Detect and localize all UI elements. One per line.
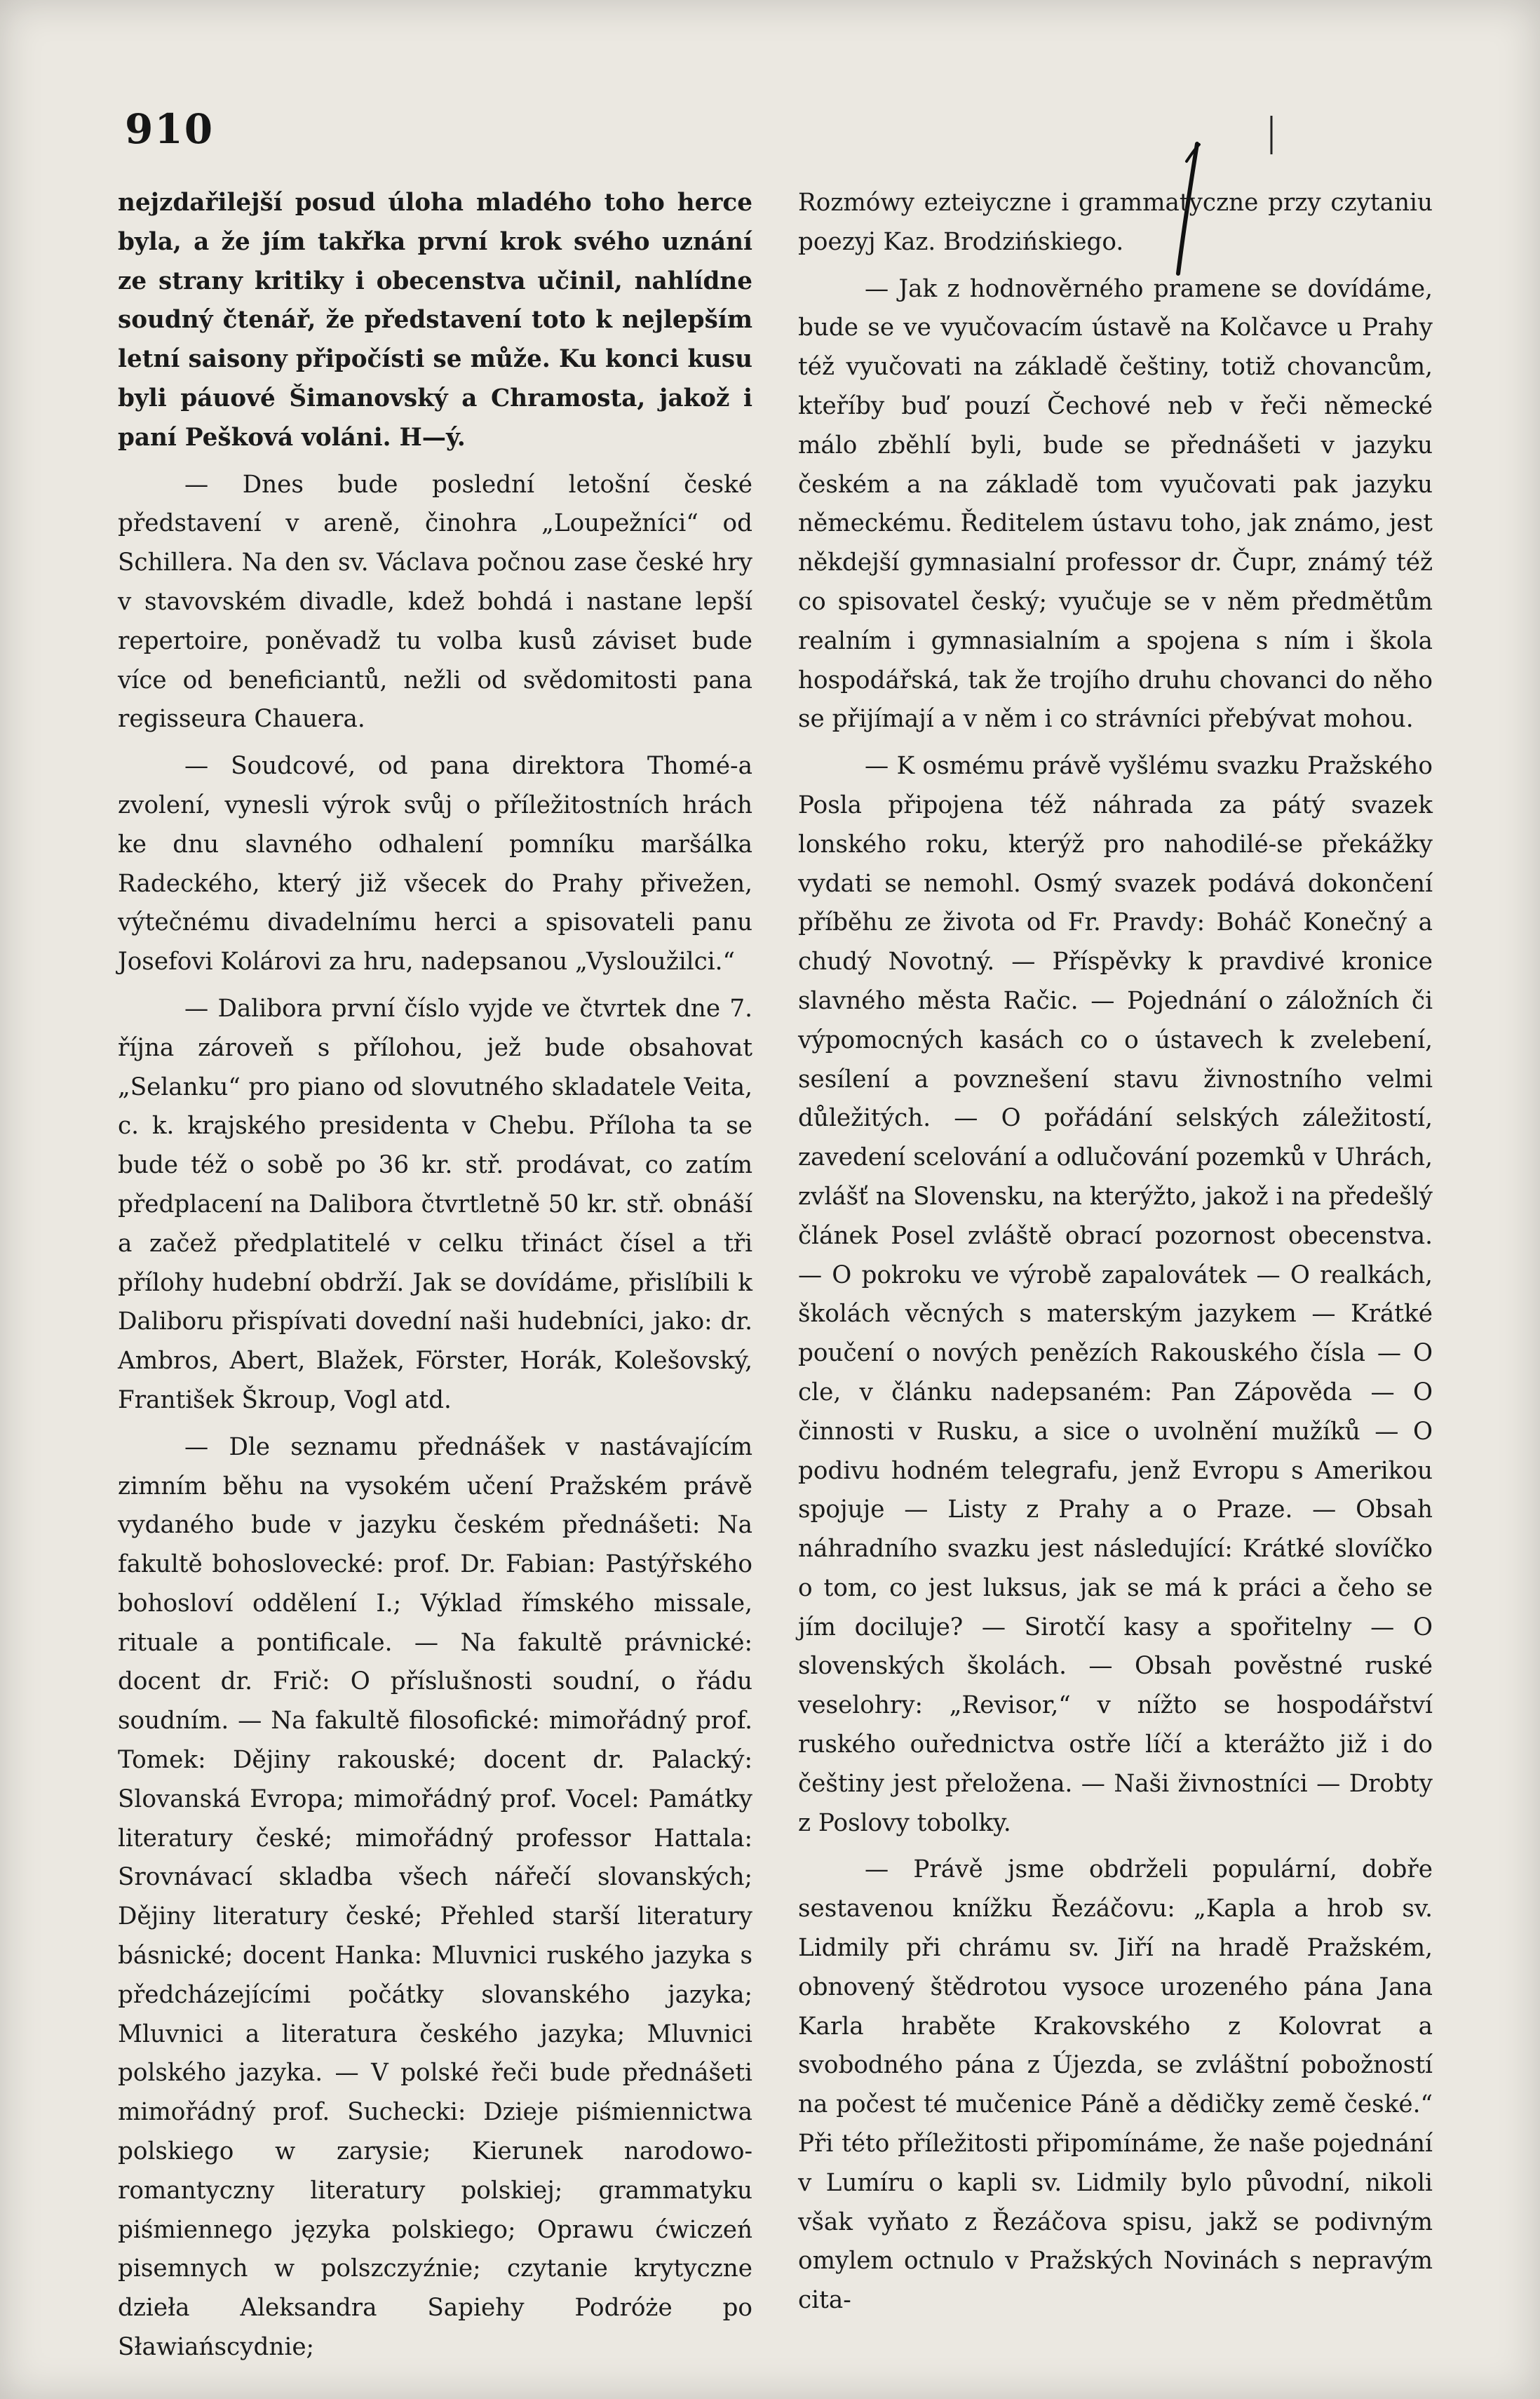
right-column [798,184,1433,2320]
left-paragraph-2: — Dnes bude poslední letošní české představení v areně, činohra „Loupežníci“ od Schillera. Na den sv. Václava počnou zase české hry v stavovském divadle, kdež bohdá i nastane lepší repertoire, poněvadž tu volba kusů záviset bude více od beneficiantů, nežli od svědomitosti pana regisseura Chauera. [118,470,752,734]
right-paragraph-3: — K osmému právě vyšlému svazku Pražského Posla připojena též náhrada za pátý svazek lonského roku, kterýž pro nahodilé-se překážky vydati se nemohl. Osmý svazek podává dokončení příběhu ze života od Fr. Pravdy: Boháč Konečný a chudý Novotný. — Příspěvky k pravdivé kronice slavného města Račic. — Pojednání o záložních či výpomocných kasách co o ústavech k zvelebení, sesílení a povznešení stavu živnostního velmi důležitých. — O pořádání selských záležitostí, zavedení scelování a odlučování pozemků v Uhrách, zvlášť na Slovensku, na kterýžto, jakož i na předešlý článek Posel zvláště obrací pozornost obecenstva. — O pokroku ve výrobě zapalovátek — O realkách, školách věcných s materským jazykem — Krátké poučení o nových penězích Rakouského čísla — O cle, v článku nadepsaném: Pan Zápověda — O činnosti v Rusku, a sice o uvolnění mužíků — O podivu hodném telegrafu, jenž Evropu s Amerikou spojuje — Listy z Prahy a o Praze. — Obsah náhradního svazku jest následující: Krátké slovíčko o tom, co jest luksus, jak se má k práci a čeho se jím dociluje? — Sirotčí kasy a spořitelny — O slovenských školách. — Obsah pověstné ruské veselohry: „Revisor,“ v nížto se hospodářství ruského ouřednictva ostře líčí a kterážto již i do češtiny jest přeložena. — Naši živnostníci — Drobty z Poslovy tobolky. [798,752,1433,1837]
left-paragraph-4: — Dalibora první číslo vyjde ve čtvrtek dne 7. října zároveň s přílohou, jež bude obsahovat „Selanku“ pro piano od slovutného skladatele Veita, c. k. krajského presidenta v Chebu. Příloha ta se bude též o sobě po 36 kr. stř. prodávat, co zatím předplacení na Dalibora čtvrtletně 50 kr. stř. obnáší a začež předplatitelé v celku třináct čísel a tři přílohy hudební obdrží. Jak se dovídáme, přislíbili k Daliboru přispívati dovední naši hudebníci, jako: dr. Ambros, Abert, Blažek, Förster, Horák, Kolešovský, František Škroup, Vogl atd. [118,994,752,1414]
right-paragraph-1: Rozmówy ezteiyczne i grammatyczne przy czytaniu poezyj Kaz. Brodzińskiego. [798,189,1433,256]
margin-tick-icon [1269,116,1274,154]
right-paragraph-2: — Jak z hodnověrného pramene se dovídáme, bude se ve vyučovacím ústavě na Kolčavce u Prahy též vyučovati na základě češtiny, totiž chovancům, kteříby buď pouzí Čechové neb v řeči německé málo zběhlí byli, bude se přednášeti v jazyku českém a na základě tom vyučovati pak jazyku německému. Ředitelem ústavu toho, jak známo, jest někdejší gymnasialní professor dr. Čupr, známý též co spisovatel český; vyučuje se v něm předmětům realním i gymnasialním a spojena s ním i škola hospodářská, tak že trojího druhu chovanci do něho se přijímají a v něm i co strávníci přebývat mohou. [798,274,1433,734]
left-column [118,184,752,2367]
right-paragraph-4: — Právě jsme obdrželi populární, dobře sestavenou knížku Řezáčovu: „Kapla a hrob sv. Lidmily při chrámu sv. Jiří na hradě Pražském, obnovený štědrotou vysoce urozeného pána Jana Karla hraběte Krakovského z Kolovrat a svobodného pána z Újezda, se zvláštní pobožností na počest té mučenice Páně a dědičky země české.“ Při této příležitosti připomínáme, že naše pojednání v Lumíru o kapli sv. Lidmily bylo původní, nikoli však vyňato z Řezáčova spisu, jakž se podivným omylem octnulo v Pražských Novinách s nepravým cita- [798,1855,1433,2315]
page-number: 910 [125,105,215,153]
left-paragraph-1: nejzdařilejší posud úloha mladého toho herce byla, a že jím takřka první krok svého uznání ze strany kritiky i obecenstva učinil, nahlídne soudný čtenář, že představení toto k nejlepším letní saisony připočísti se může. Ku konci kusu byli páuové Šimanovský a Chramosta, jakož i paní Pešková voláni. H—ý. [118,189,752,452]
left-paragraph-5: — Dle seznamu přednášek v nastávajícím zimním běhu na vysokém učení Pražském právě vydaného bude v jazyku českém přednášeti: Na fakultě bohoslovecké: prof. Dr. Fabian: Pastýřského bohosloví oddělení I.; Výklad římského missale, rituale a pontificale. — Na fakultě právnické: docent dr. Frič: O příslušnosti soudní, o řádu soudním. — Na fakultě filosofické: mimořádný prof. Tomek: Dějiny rakouské; docent dr. Palacký: Slovanská Evropa; mimořádný prof. Vocel: Památky literatury české; mimořádný professor Hattala: Srovnávací skladba všech nářečí slovanských; Dějiny literatury české; Přehled starší literatury básnické; docent Hanka: Mluvnici ruského jazyka s předcházejícími počátky slovanského jazyka; Mluvnici a literatura českého jazyka; Mluvnici polského jazyka. — V polské řeči bude přednášeti mimořádný prof. Suchecki: Dzieje piśmiennictwa polskiego w zarysie; Kierunek narodowo-romantyczny literatury polskiej; grammatyku piśmiennego języka polskiego; Oprawu ćwiczeń pisemnych w polszczyźnie; czytanie krytyczne dzieła Aleksandra Sapiehy Podróże po Sławiańscydnie; [118,1432,752,2362]
left-paragraph-3: — Soudcové, od pana direktora Thomé-a zvolení, vynesli výrok svůj o příležitostních hrách ke dnu slavného odhalení pomníku maršálka Radeckého, který již všecek do Prahy přivežen, výtečnému divadelnímu herci a spisovateli panu Josefovi Kolárovi za hru, nadepsanou „Vysloužilci.“ [118,752,752,976]
